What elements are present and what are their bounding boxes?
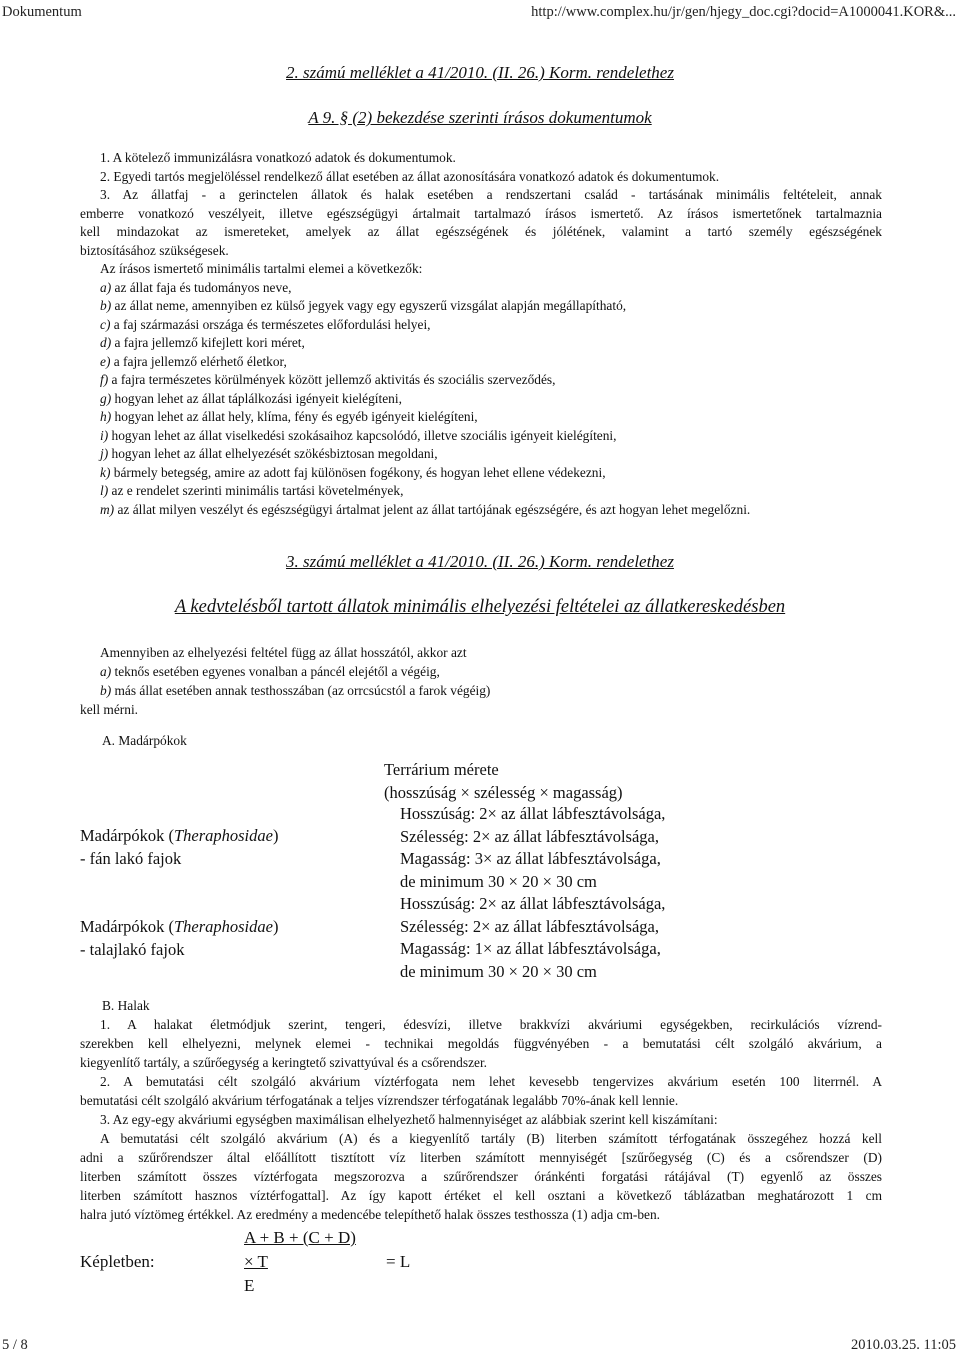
list-item: h) hogyan lehet az állat hely, klíma, fény és egyéb igényeit kielégíteni, [100, 409, 478, 424]
formula-denominator: E [244, 1276, 255, 1295]
list-item: l) az e rendelet szerinti minimális tartási követelmények, [100, 483, 404, 498]
intro-item-b: b) más állat esetében annak testhosszában (az orrcsúcstól a farok végéig) [100, 683, 491, 698]
intro-end: kell mérni. [80, 702, 139, 717]
fish-line: 2. A bemutatási célt szolgáló akvárium víztérfogata nem lehet kevesebb tengervizes akvárium esetén 100 literrnél. A [100, 1074, 882, 1089]
formula-label: Képletben: [80, 1252, 155, 1271]
dim-line: Szélesség: 2× az állat lábfesztávolsága, [400, 916, 659, 936]
formula-numerator: A + B + (C + D) [244, 1228, 356, 1247]
annex3-intro [80, 643, 880, 719]
annex2-subtitle: A 9. § (2) bekezdése szerinti írásos dokumentumok [308, 108, 652, 127]
list-item: b) az állat neme, amennyiben ez külső jegyek vagy egy egyszerű vizsgálat alapján megállapítható, [100, 298, 627, 313]
annex2-item2: 2. Egyedi tartós megjelöléssel rendelkező állat esetében az állat azonosítására vonatkozó adatok és dokumentumok. [100, 168, 720, 184]
dim-line: de minimum 30 × 20 × 30 cm [400, 871, 597, 891]
species-type: - fán lakó fajok [80, 849, 182, 868]
dim-line: Magasság: 1× az állat lábfesztávolsága, [400, 939, 661, 958]
list-item: a) az állat faja és tudományos neve, [100, 279, 292, 295]
print-datetime: 2010.03.25. 11:05 [851, 1337, 956, 1353]
list-item: j) hogyan lehet az állat elhelyezését szökésbiztosan megoldani, [100, 446, 438, 461]
list-item: e) a fajra jellemző elérhető életkor, [100, 353, 287, 369]
list-item: i) hogyan lehet az állat viselkedési szokásaihoz kapcsolódó, illetve szociális igényeit kielégíteni, [100, 427, 617, 443]
annex2-item3-line: emberre vonatkozó veszélyeit, illetve egészségügyi ártalmait tartalmazó írásos ismertető. Az írásos ismertetőnek tartalmaznia [80, 205, 882, 221]
species-name: Madárpókok (Theraphosidae) [80, 917, 279, 936]
table-row-species [80, 915, 278, 961]
section-a-heading: A. Madárpókok [102, 733, 187, 748]
list-item: g) hogyan lehet az állat táplálkozási igényeit kielégíteni, [100, 390, 402, 406]
table-header-line: Terrárium mérete [384, 760, 499, 779]
annex2-body [80, 149, 882, 519]
table-header [384, 758, 623, 804]
annex2-item3-line: kell mindazokat az ismereteket, amelyek az állat egészségének és jólétének, valamint a tartó személy egészségének [80, 224, 882, 239]
fish-section [80, 1015, 882, 1224]
list-item: d) a fajra jellemző kifejlett kori méret, [100, 335, 305, 350]
header-url: http://www.complex.hu/jr/gen/hjegy_doc.cgi?docid=A1000041.KOR&... [531, 4, 956, 20]
list-intro: Az írásos ismertető minimális tartalmi elemei a következők: [100, 261, 423, 276]
species-type: - talajlakó fajok [80, 940, 185, 959]
fish-line: szerekben kell elhelyezni, melynek elemei - technikai megoldás függvényében - a bemutatási célt szolgáló akvárium, a [80, 1036, 882, 1051]
annex3-title: 3. számú melléklet a 41/2010. (II. 26.) Korm. rendelethez [286, 552, 674, 571]
fish-line: A bemutatási célt szolgáló akvárium (A) és a kiegyenlítő tartály (B) literben számított térfogatának összegéhez hozzá kell [100, 1131, 882, 1146]
fish-line: literben számított hasznos víztérfogattal]. Az így kapott értéket el kell osztani a következő táblázatban meghatározott 1 cm [80, 1188, 882, 1203]
annex2-title: 2. számú melléklet a 41/2010. (II. 26.) Korm. rendelethez [286, 63, 674, 82]
annex2-item3-line: 3. Az állatfaj - a gerinctelen állatok és halak esetében a rendszertani család - tartásának minimális feltételeit, annak [100, 187, 882, 202]
formula-multiplier: × T [244, 1252, 268, 1271]
dim-line: Magasság: 3× az állat lábfesztávolsága, [400, 849, 661, 868]
dim-line: Hosszúság: 2× az állat lábfesztávolsága, [400, 894, 666, 913]
annex3-subtitle: A kedvtelésből tartott állatok minimális elhelyezési feltételei az állatkereskedésben [174, 597, 786, 617]
formula-equals: = L [386, 1252, 411, 1271]
table-row-dims [384, 893, 665, 983]
species-name: Madárpókok (Theraphosidae) [80, 826, 279, 845]
fish-line: 3. Az egy-egy akváriumi egységben maximálisan elhelyezhető halmennyiséget az alábbiak szerint kell kiszámítani: [100, 1112, 718, 1127]
fish-line: halra jutó víztömeg értékkel. Az eredmény a medencébe telepíthető halak összes testhossza (1) adja cm-ben. [80, 1207, 661, 1222]
annex2-item1: 1. A kötelező immunizálásra vonatkozó adatok és dokumentumok. [100, 150, 456, 165]
list-item: k) bármely betegség, amire az adott faj különösen fogékony, és hogyan lehet ellene védekezni, [100, 464, 606, 480]
section-b-heading: B. Halak [102, 998, 150, 1013]
page-number: 5 / 8 [2, 1337, 28, 1353]
dim-line: Szélesség: 2× az állat lábfesztávolsága, [400, 826, 659, 846]
list-item: f) a fajra természetes körülmények között jellemző aktivitás és szociális szerveződés, [100, 372, 556, 387]
list-item: m) az állat milyen veszélyt és egészségügyi ártalmat jelent az állat tartójának egészségére, és azt hogyan lehet megelőzni. [100, 501, 751, 517]
dim-line: Hosszúság: 2× az állat lábfesztávolsága, [400, 804, 666, 823]
intro-item-a: a) teknős esetében egyenes vonalban a páncél elejétől a végéig, [100, 664, 440, 679]
dim-line: de minimum 30 × 20 × 30 cm [400, 961, 597, 981]
table-header-line: (hosszúság × szélesség × magasság) [384, 783, 623, 802]
intro-text: Amennyiben az elhelyezési feltétel függ az állat hosszától, akkor azt [100, 645, 467, 660]
header-title: Dokumentum [2, 4, 82, 20]
fish-line: adni a szűrőrendszer által előállított tisztított víz literben számított mennyiségét [szűrőegység (C) és a csőrendszer (D) [80, 1150, 882, 1165]
fish-line: literben számított összes víztérfogata megszorozva a szűrőrendszer óránkénti forgatási rátájával (T) egyenlő az összes [80, 1169, 882, 1184]
fish-line: kiegyenlítő tartály, a szűrőegység a keringtető szivattyúval és a csőrendszer. [80, 1055, 488, 1070]
annex2-item3-line: biztosításához szükségesek. [80, 242, 229, 258]
fish-line: bemutatási célt szolgáló akvárium térfogatának a teljes vízrendszer térfogatának legalább 70%-ának kell lennie. [80, 1093, 679, 1108]
table-row-species [80, 824, 278, 870]
fish-line: 1. A halakat életmódjuk szerint, tengeri, édesvízi, illetve brakkvízi akváriumi egységekben, recirkulációs vízrend- [100, 1017, 882, 1032]
list-item: c) a faj származási országa és természetes előfordulási helyei, [100, 316, 431, 332]
table-row-dims [384, 803, 665, 893]
